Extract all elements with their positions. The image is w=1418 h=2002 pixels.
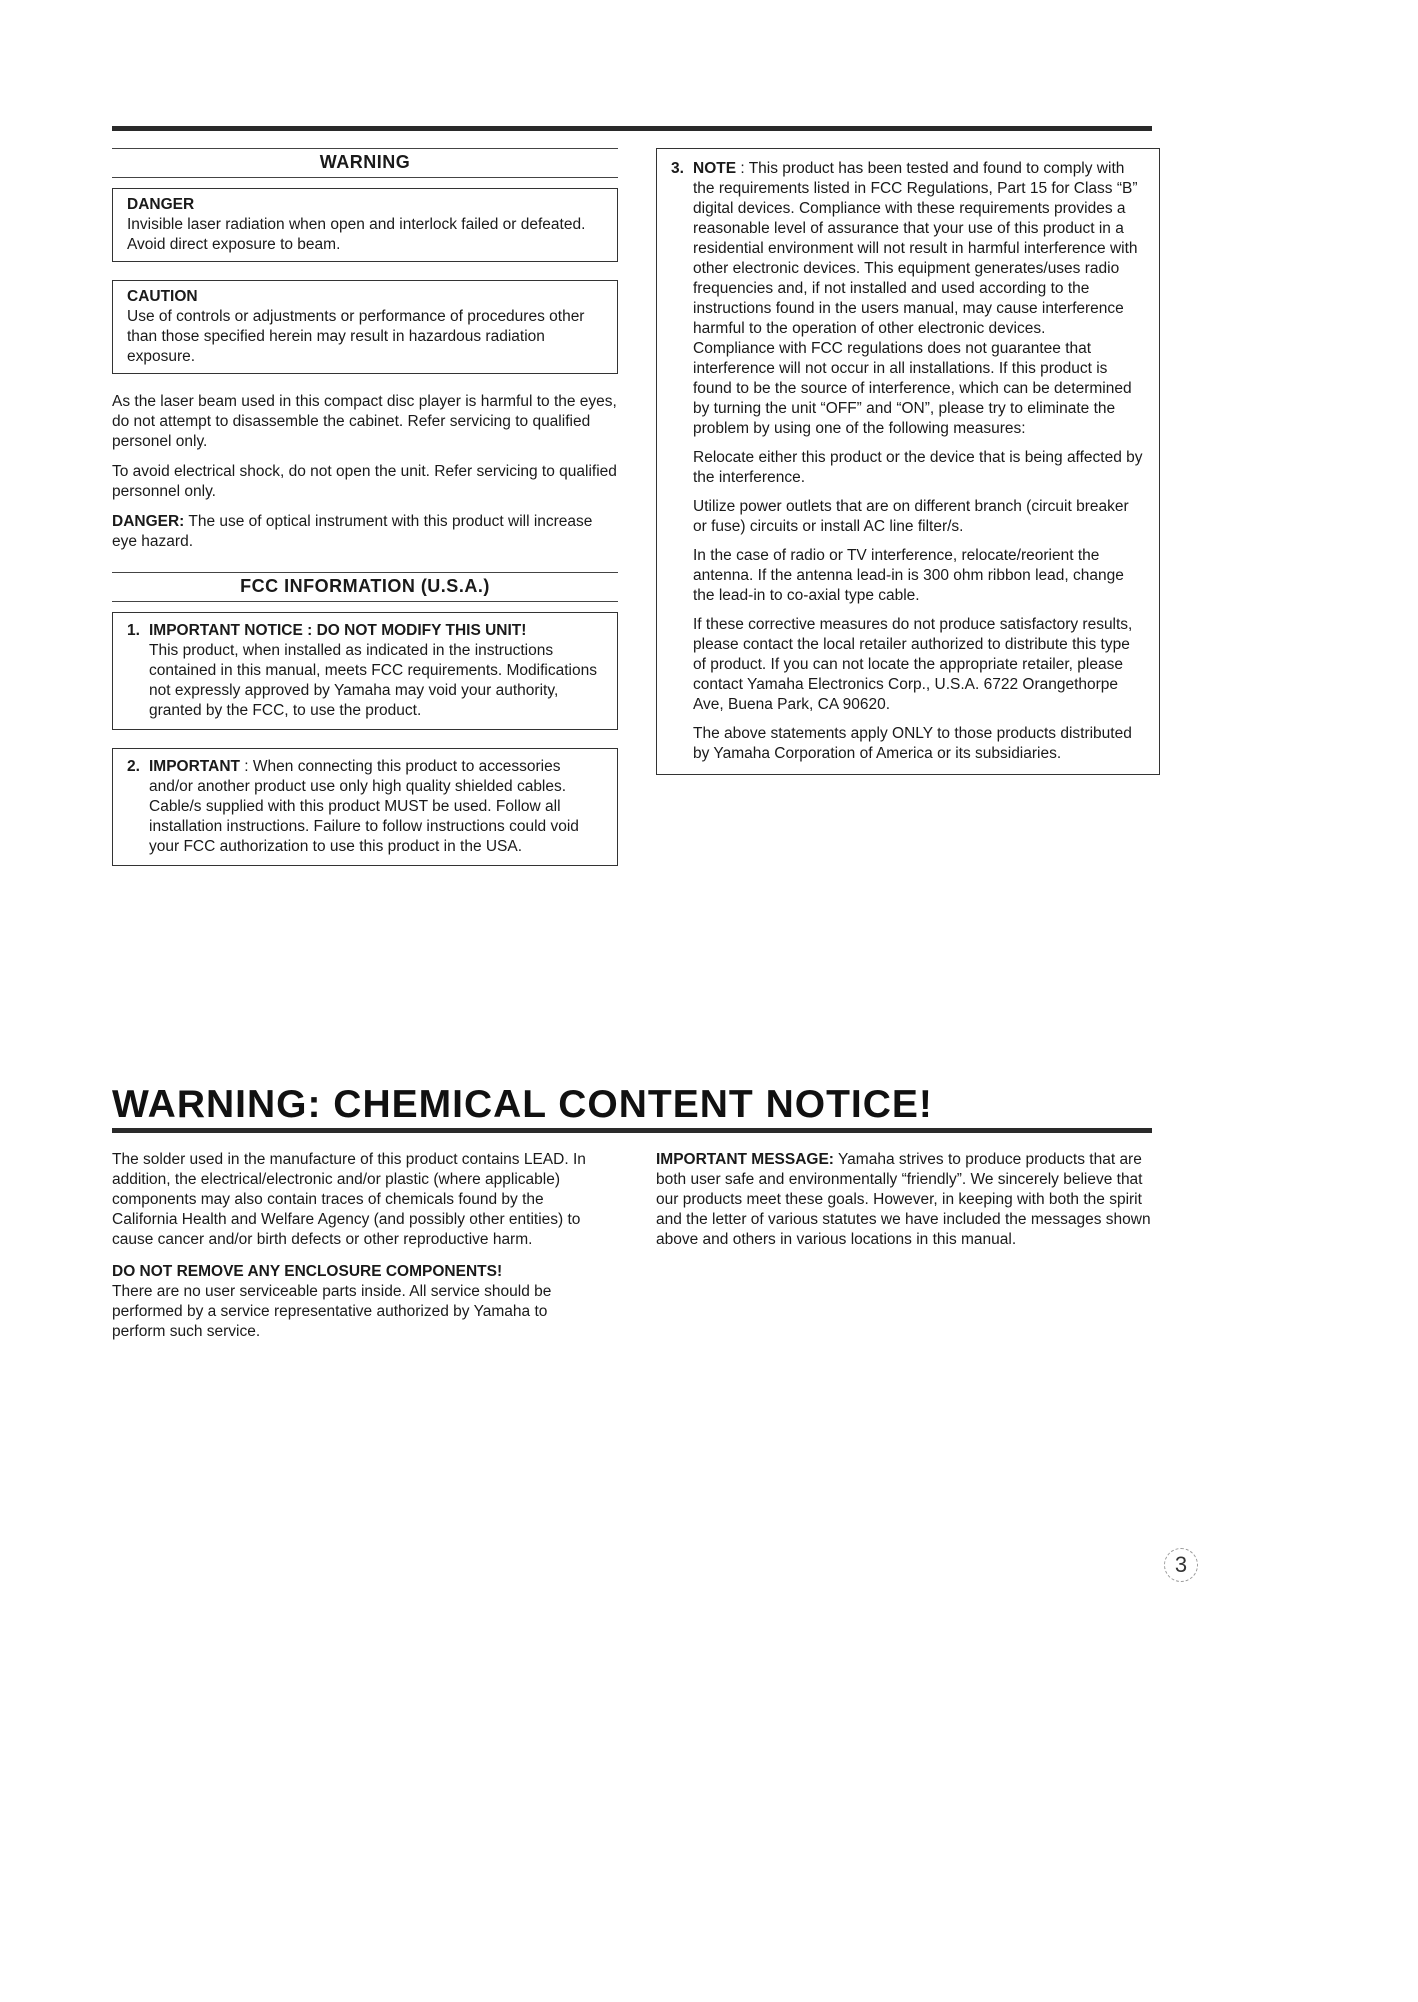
fcc-item-3-outlets: Utilize power outlets that are on different branch (circuit breaker or fuse) circuits or install AC line filter/s. [693, 498, 1129, 535]
chemical-left-column [112, 1150, 602, 1354]
page-number: 3 [1164, 1548, 1198, 1582]
shock-paragraph: To avoid electrical shock, do not open the unit. Refer servicing to qualified personnel only. [112, 463, 617, 500]
caution-title: CAUTION [127, 288, 198, 305]
fcc-item-2-number: 2. [127, 758, 140, 775]
fcc-item-3-antenna: In the case of radio or TV interference, relocate/reorient the antenna. If the antenna lead-in is 300 ohm ribbon lead, change the lead-in to co-axial type cable. [693, 547, 1124, 604]
danger-title: DANGER [127, 196, 195, 213]
fcc-item-3-text: : This product has been tested and found to comply with the requirements listed in FCC Regulations, Part 15 for Class “B” digital devices. Compliance with these requirements provides a reasonable level of assurance that your use of this product in a residential environment will not result in harmful interference with other electronic devices. This equipment generates/uses radio frequencies and, if not installed and used according to the instructions found in the users manual, may cause interference harmful to the operation of other electronic devices. [693, 160, 1138, 337]
caution-text: Use of controls or adjustments or performance of procedures other than those specified herein may result in hazardous radiation exposure. [127, 308, 585, 365]
fcc-item-3-box [656, 148, 1160, 775]
enclosure-lead: DO NOT REMOVE ANY ENCLOSURE COMPONENTS! [112, 1263, 503, 1280]
right-column [656, 148, 1160, 775]
optical-danger-lead: DANGER: [112, 513, 185, 530]
fcc-item-1-number: 1. [127, 622, 140, 639]
fcc-item-1-header: IMPORTANT NOTICE : DO NOT MODIFY THIS UNIT! [149, 622, 527, 639]
chemical-right-column [656, 1150, 1156, 1262]
enclosure-text: There are no user serviceable parts inside. All service should be performed by a service representative authorized by Yamaha to perform such service. [112, 1283, 552, 1340]
laser-paragraph: As the laser beam used in this compact disc player is harmful to the eyes, do not attempt to disassemble the cabinet. Refer servicing to qualified personel only. [112, 393, 617, 450]
danger-text: Invisible laser radiation when open and interlock failed or defeated. [127, 216, 586, 233]
optical-danger-paragraph [112, 512, 618, 552]
fcc-item-2 [127, 757, 603, 857]
fcc-item-2-header: IMPORTANT [149, 758, 240, 775]
fcc-item-1 [127, 621, 603, 721]
optical-danger-text: The use of optical instrument with this product will increase eye hazard. [112, 513, 593, 550]
chemical-notice-heading: WARNING: CHEMICAL CONTENT NOTICE! [112, 1083, 933, 1126]
fcc-item-3-compliance: Compliance with FCC regulations does not guarantee that interference will not occur in all installations. If this product is found to be the source of interference, which can be determined by turning the unit “OFF” and “ON”, please try to eliminate the problem by using one of the following measures: [693, 340, 1132, 437]
danger-text-2: Avoid direct exposure to beam. [127, 236, 341, 253]
important-message-text: Yamaha strives to produce products that are both user safe and environmentally “friendly”. We sincerely believe that our products meet these goals. However, in keeping with both the spirit and the letter of various statutes we have included the messages shown above and others in various locations in this manual. [656, 1151, 1151, 1248]
lead-solder-paragraph: The solder used in the manufacture of this product contains LEAD. In addition, the electrical/electronic and/or plastic (where applicable) components may also contain traces of chemicals found by the California Health and Welfare Agency (and possibly other entities) to cause cancer and/or birth defects or other reproductive harm. [112, 1151, 586, 1248]
fcc-item-2-box [112, 748, 618, 866]
fcc-item-3-relocate: Relocate either this product or the device that is being affected by the interference. [693, 449, 1143, 486]
fcc-item-1-text: This product, when installed as indicated in the instructions contained in this manual, meets FCC requirements. Modifications not expressly approved by Yamaha may void your authority, granted by the FCC, to use the product. [149, 642, 597, 719]
fcc-item-1-box [112, 612, 618, 730]
fcc-item-3 [671, 159, 1145, 764]
danger-box [112, 188, 618, 262]
fcc-item-3-header: NOTE [693, 160, 737, 177]
fcc-item-2-text: : When connecting this product to accessories and/or another product use only high quality shielded cables. Cable/s supplied with this product MUST be used. Follow all installation instructions. Failure to follow instructions could void your FCC authorization to use this product in the USA. [149, 758, 579, 855]
fcc-item-3-statement: The above statements apply ONLY to those products distributed by Yamaha Corporation of America or its subsidiaries. [693, 725, 1132, 762]
caution-box [112, 280, 618, 374]
fcc-item-3-contact: If these corrective measures do not produce satisfactory results, please contact the local retailer authorized to distribute this type of product. If you can not locate the appropriate retailer, please contact Yamaha Electronics Corp., U.S.A. 6722 Orangethorpe Ave, Buena Park, CA 90620. [693, 616, 1133, 713]
warning-title: WARNING [112, 148, 618, 178]
chemical-notice-rule [112, 1128, 1152, 1133]
left-column [112, 148, 618, 884]
fcc-title: FCC INFORMATION (U.S.A.) [112, 572, 618, 602]
top-rule [112, 126, 1152, 131]
important-message-paragraph [656, 1150, 1156, 1250]
fcc-item-3-number: 3. [671, 160, 684, 177]
enclosure-paragraph [112, 1262, 602, 1342]
important-message-lead: IMPORTANT MESSAGE: [656, 1151, 834, 1168]
